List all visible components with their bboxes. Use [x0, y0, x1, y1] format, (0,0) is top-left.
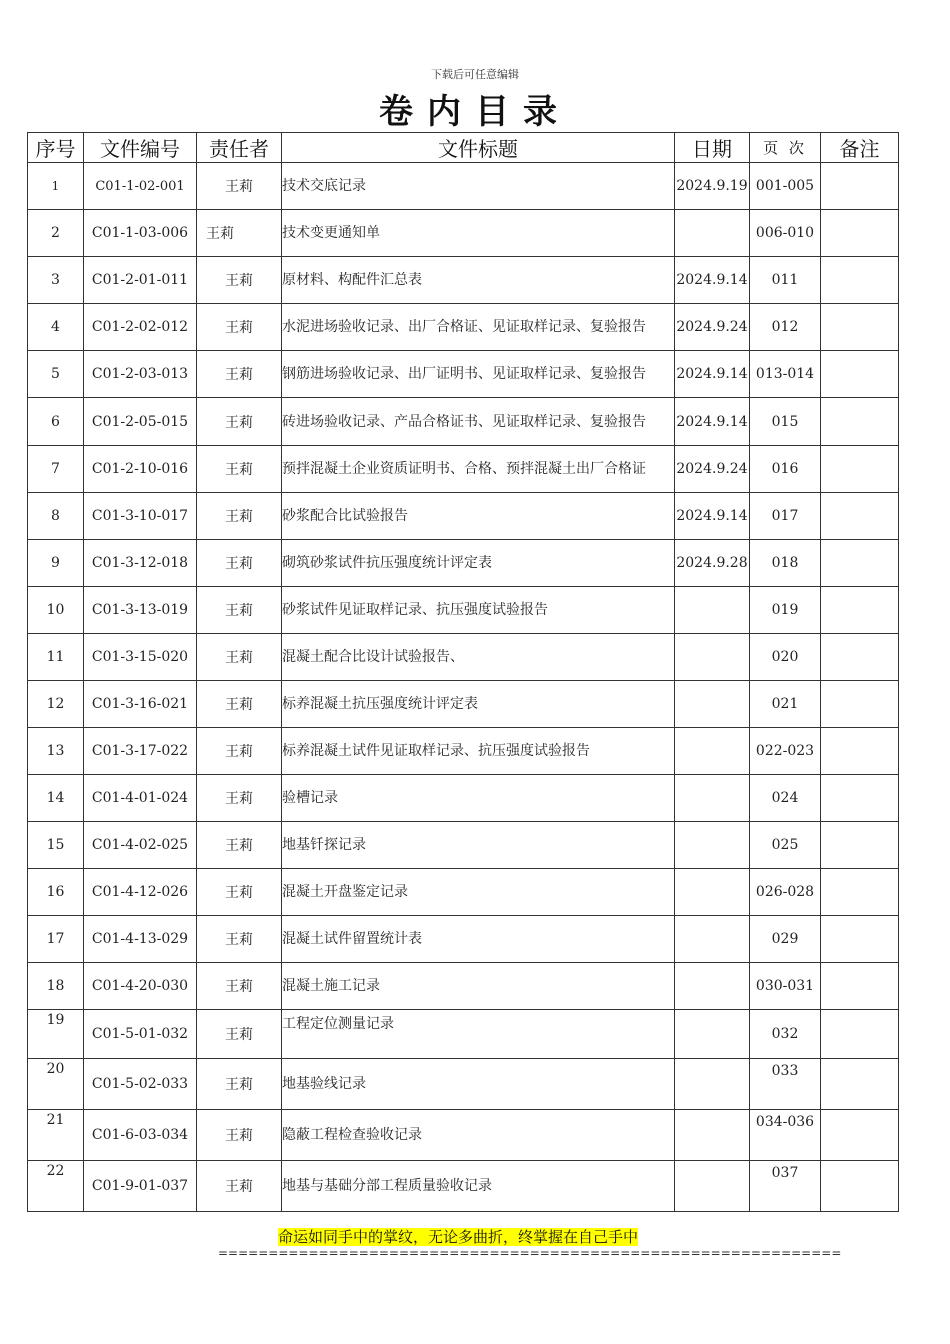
cell-date: [675, 869, 750, 916]
cell-date: [675, 587, 750, 634]
cell-date: [675, 681, 750, 728]
cell-doc-title: 砂浆试件见证取样记录、抗压强度试验报告: [282, 587, 675, 634]
cell-seq: 8: [28, 493, 84, 540]
table-row: [28, 1059, 899, 1110]
cell-note: [821, 822, 899, 869]
cell-pages: 030-031: [750, 963, 821, 1010]
cell-seq: 22: [28, 1161, 84, 1212]
table-row: [28, 446, 899, 493]
table-row: [28, 210, 899, 257]
cell-date: 2024.9.14: [675, 493, 750, 540]
cell-doc-title: 技术变更通知单: [282, 210, 675, 257]
column-header-date: 日期: [675, 133, 750, 163]
cell-date: [675, 963, 750, 1010]
cell-note: [821, 257, 899, 304]
cell-pages: 037: [750, 1161, 821, 1212]
cell-owner: 王莉: [197, 304, 282, 351]
cell-owner: 王莉: [197, 634, 282, 681]
cell-doc-title: 原材料、构配件汇总表: [282, 257, 675, 304]
cell-date: 2024.9.19: [675, 163, 750, 210]
cell-owner: 王莉: [197, 493, 282, 540]
cell-date: 2024.9.14: [675, 398, 750, 446]
cell-file-code: C01-4-02-025: [84, 822, 197, 869]
column-header-note: 备注: [821, 133, 899, 163]
cell-note: [821, 446, 899, 493]
table-row: [28, 963, 899, 1010]
cell-date: [675, 1110, 750, 1161]
cell-file-code: C01-3-17-022: [84, 728, 197, 775]
cell-doc-title: 地基与基础分部工程质量验收记录: [282, 1161, 675, 1212]
cell-file-code: C01-5-01-032: [84, 1010, 197, 1059]
cell-seq: 12: [28, 681, 84, 728]
cell-owner: 王莉: [197, 163, 282, 210]
cell-file-code: C01-9-01-037: [84, 1161, 197, 1212]
cell-date: [675, 634, 750, 681]
cell-date: 2024.9.28: [675, 540, 750, 587]
table-header-row: [28, 133, 899, 163]
table-row: [28, 681, 899, 728]
cell-date: [675, 775, 750, 822]
table-row: [28, 822, 899, 869]
cell-pages: 021: [750, 681, 821, 728]
table-row: [28, 1110, 899, 1161]
cell-doc-title: 验槽记录: [282, 775, 675, 822]
cell-pages: 024: [750, 775, 821, 822]
cell-seq: 11: [28, 634, 84, 681]
cell-owner: 王莉: [197, 869, 282, 916]
cell-doc-title: 钢筋进场验收记录、出厂证明书、见证取样记录、复验报告: [282, 351, 675, 398]
cell-file-code: C01-4-20-030: [84, 963, 197, 1010]
cell-owner: 王莉: [197, 257, 282, 304]
table-row: [28, 916, 899, 963]
cell-doc-title: 混凝土试件留置统计表: [282, 916, 675, 963]
cell-file-code: C01-4-13-029: [84, 916, 197, 963]
cell-doc-title: 砂浆配合比试验报告: [282, 493, 675, 540]
cell-owner: 王莉: [197, 728, 282, 775]
cell-owner: 王莉: [197, 1161, 282, 1212]
cell-owner: 王莉: [197, 351, 282, 398]
cell-seq: 1: [28, 163, 84, 210]
cell-note: [821, 587, 899, 634]
cell-note: [821, 963, 899, 1010]
cell-date: [675, 728, 750, 775]
cell-pages: 032: [750, 1010, 821, 1059]
cell-pages: 013-014: [750, 351, 821, 398]
cell-owner: 王莉: [197, 1010, 282, 1059]
cell-file-code: C01-5-02-033: [84, 1059, 197, 1110]
cell-date: 2024.9.24: [675, 446, 750, 493]
cell-pages: 026-028: [750, 869, 821, 916]
table-row: [28, 587, 899, 634]
cell-date: [675, 210, 750, 257]
footer-quote: 命运如同手中的掌纹，无论多曲折，终掌握在自己手中: [278, 1228, 639, 1246]
cell-note: [821, 163, 899, 210]
cell-note: [821, 1110, 899, 1161]
cell-doc-title: 隐蔽工程检查验收记录: [282, 1110, 675, 1161]
page-title: 卷内目录: [379, 92, 571, 132]
table-row: [28, 540, 899, 587]
cell-pages: 033: [750, 1059, 821, 1110]
cell-note: [821, 775, 899, 822]
cell-doc-title: 砌筑砂浆试件抗压强度统计评定表: [282, 540, 675, 587]
cell-pages: 012: [750, 304, 821, 351]
cell-owner: 王莉: [197, 681, 282, 728]
cell-file-code: C01-3-15-020: [84, 634, 197, 681]
cell-note: [821, 728, 899, 775]
cell-note: [821, 1059, 899, 1110]
cell-seq: 13: [28, 728, 84, 775]
catalog-table: [27, 132, 899, 1212]
cell-doc-title: 混凝土施工记录: [282, 963, 675, 1010]
cell-doc-title: 工程定位测量记录: [282, 1010, 675, 1059]
cell-doc-title: 技术交底记录: [282, 163, 675, 210]
cell-file-code: C01-3-16-021: [84, 681, 197, 728]
cell-owner: 王莉: [197, 963, 282, 1010]
cell-note: [821, 493, 899, 540]
column-header-code: 文件编号: [84, 133, 197, 163]
cell-seq: 16: [28, 869, 84, 916]
cell-date: [675, 1059, 750, 1110]
cell-note: [821, 634, 899, 681]
footer-divider: ==============================================================: [218, 1246, 842, 1260]
cell-file-code: C01-2-05-015: [84, 398, 197, 446]
cell-doc-title: 混凝土配合比设计试验报告、: [282, 634, 675, 681]
cell-owner: 王莉: [197, 398, 282, 446]
cell-file-code: C01-2-02-012: [84, 304, 197, 351]
cell-owner: 王莉: [197, 587, 282, 634]
cell-date: [675, 1010, 750, 1059]
cell-note: [821, 210, 899, 257]
cell-pages: 006-010: [750, 210, 821, 257]
column-header-pages: 页 次: [750, 133, 821, 163]
cell-pages: 029: [750, 916, 821, 963]
cell-owner: 王莉: [197, 822, 282, 869]
column-header-title: 文件标题: [282, 133, 675, 163]
cell-pages: 034-036: [750, 1110, 821, 1161]
cell-date: 2024.9.14: [675, 257, 750, 304]
cell-pages: 018: [750, 540, 821, 587]
cell-owner: 王莉: [197, 916, 282, 963]
cell-seq: 20: [28, 1059, 84, 1110]
cell-seq: 17: [28, 916, 84, 963]
cell-date: [675, 916, 750, 963]
cell-seq: 9: [28, 540, 84, 587]
cell-file-code: C01-1-03-006: [84, 210, 197, 257]
top-note: 下载后可任意编辑: [431, 68, 519, 81]
table-row: [28, 304, 899, 351]
cell-owner: 王莉: [197, 1110, 282, 1161]
cell-date: [675, 1161, 750, 1212]
cell-doc-title: 砖进场验收记录、产品合格证书、见证取样记录、复验报告: [282, 398, 675, 446]
cell-pages: 020: [750, 634, 821, 681]
cell-owner: 王莉: [197, 1059, 282, 1110]
table-row: [28, 775, 899, 822]
cell-file-code: C01-6-03-034: [84, 1110, 197, 1161]
cell-seq: 6: [28, 398, 84, 446]
table-row: [28, 634, 899, 681]
cell-owner: 王莉: [197, 446, 282, 493]
table-row: [28, 728, 899, 775]
cell-owner: 王莉: [197, 210, 282, 257]
cell-seq: 10: [28, 587, 84, 634]
cell-doc-title: 混凝土开盘鉴定记录: [282, 869, 675, 916]
cell-note: [821, 869, 899, 916]
cell-note: [821, 916, 899, 963]
cell-doc-title: 预拌混凝土企业资质证明书、合格、预拌混凝土出厂合格证: [282, 446, 675, 493]
table-row: [28, 1161, 899, 1212]
cell-date: 2024.9.24: [675, 304, 750, 351]
cell-note: [821, 351, 899, 398]
cell-owner: 王莉: [197, 775, 282, 822]
table-row: [28, 398, 899, 446]
cell-file-code: C01-1-02-001: [84, 163, 197, 210]
cell-seq: 7: [28, 446, 84, 493]
cell-seq: 2: [28, 210, 84, 257]
table-row: [28, 257, 899, 304]
cell-pages: 015: [750, 398, 821, 446]
cell-file-code: C01-2-03-013: [84, 351, 197, 398]
cell-note: [821, 681, 899, 728]
cell-seq: 5: [28, 351, 84, 398]
cell-owner: 王莉: [197, 540, 282, 587]
cell-file-code: C01-3-10-017: [84, 493, 197, 540]
cell-note: [821, 1010, 899, 1059]
cell-seq: 4: [28, 304, 84, 351]
cell-pages: 011: [750, 257, 821, 304]
cell-note: [821, 398, 899, 446]
cell-doc-title: 标养混凝土抗压强度统计评定表: [282, 681, 675, 728]
cell-seq: 15: [28, 822, 84, 869]
cell-seq: 18: [28, 963, 84, 1010]
cell-seq: 3: [28, 257, 84, 304]
column-header-seq: 序号: [28, 133, 84, 163]
cell-seq: 19: [28, 1010, 84, 1059]
cell-date: 2024.9.14: [675, 351, 750, 398]
table-row: [28, 493, 899, 540]
cell-file-code: C01-4-01-024: [84, 775, 197, 822]
table-row: [28, 1010, 899, 1059]
cell-pages: 016: [750, 446, 821, 493]
cell-seq: 14: [28, 775, 84, 822]
cell-file-code: C01-3-13-019: [84, 587, 197, 634]
table-row: [28, 163, 899, 210]
table-row: [28, 869, 899, 916]
column-header-owner: 责任者: [197, 133, 282, 163]
table-row: [28, 351, 899, 398]
cell-seq: 21: [28, 1110, 84, 1161]
cell-pages: 025: [750, 822, 821, 869]
cell-note: [821, 304, 899, 351]
cell-pages: 017: [750, 493, 821, 540]
cell-file-code: C01-4-12-026: [84, 869, 197, 916]
cell-doc-title: 标养混凝土试件见证取样记录、抗压强度试验报告: [282, 728, 675, 775]
cell-file-code: C01-3-12-018: [84, 540, 197, 587]
cell-date: [675, 822, 750, 869]
cell-pages: 019: [750, 587, 821, 634]
cell-file-code: C01-2-10-016: [84, 446, 197, 493]
cell-doc-title: 水泥进场验收记录、出厂合格证、见证取样记录、复验报告: [282, 304, 675, 351]
cell-file-code: C01-2-01-011: [84, 257, 197, 304]
cell-note: [821, 540, 899, 587]
cell-doc-title: 地基验线记录: [282, 1059, 675, 1110]
cell-doc-title: 地基钎探记录: [282, 822, 675, 869]
cell-pages: 001-005: [750, 163, 821, 210]
cell-note: [821, 1161, 899, 1212]
cell-pages: 022-023: [750, 728, 821, 775]
